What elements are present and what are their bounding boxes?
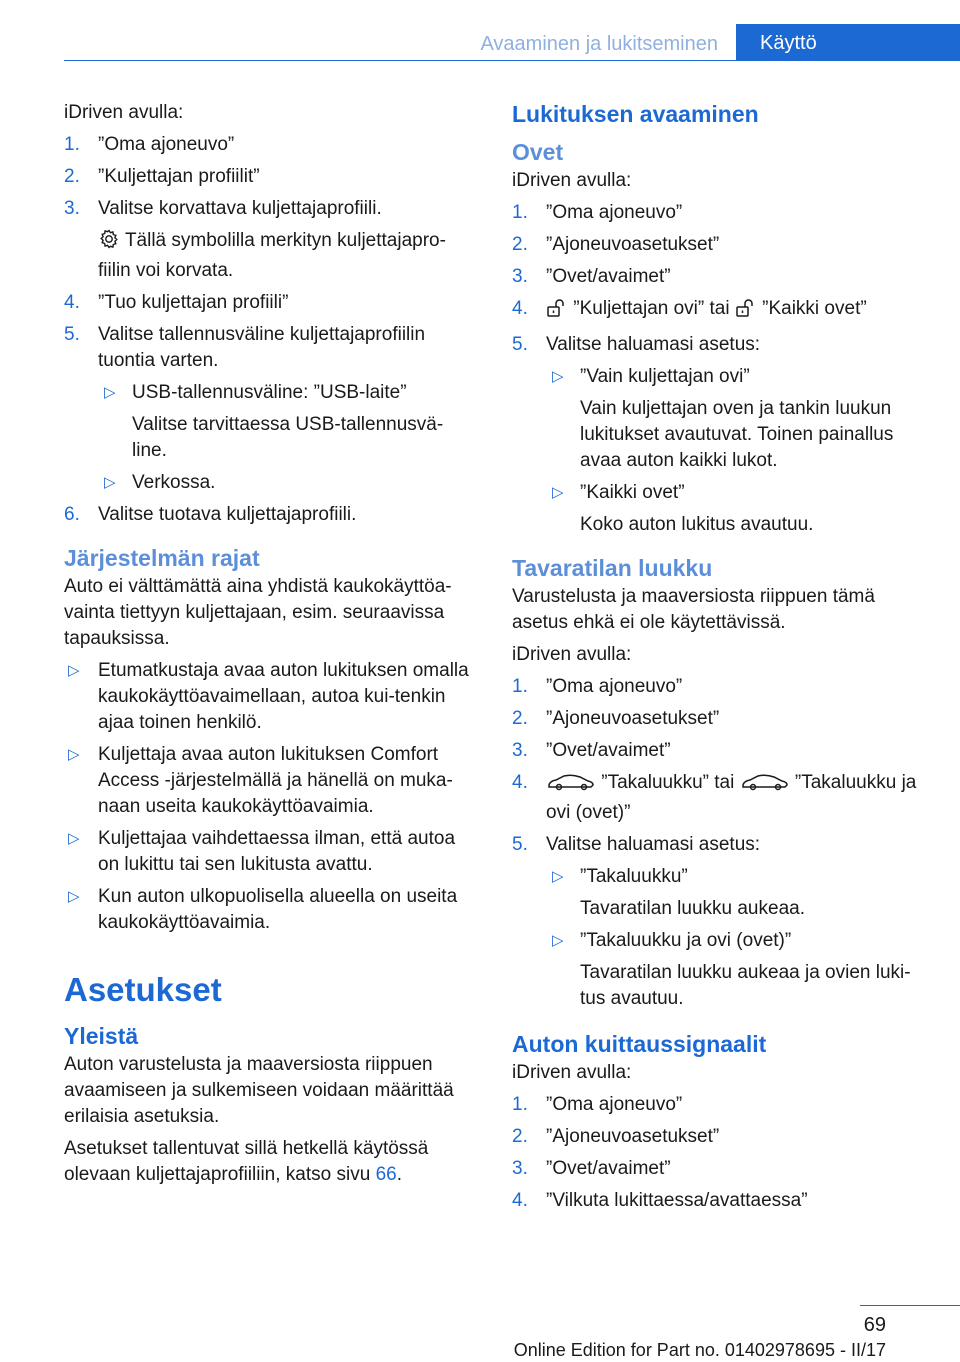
sub-list-item: ▷ ”Takaluukku ja ovi (ovet)”	[512, 928, 932, 954]
subsection-heading-doors: Ovet	[512, 139, 564, 165]
bullet-item: ▷ Kuljettaja avaa auton lukituksen Comfort Access -järjestelmällä ja hänellä on muka-naan useita kaukokäyttöavaimia.	[68, 744, 453, 817]
padlock-open-icon	[735, 298, 757, 326]
list-item: 2. ”Ajoneuvoasetukset”	[512, 234, 720, 255]
padlock-open-icon	[546, 298, 568, 326]
section-heading-general: Yleistä	[64, 1023, 139, 1049]
bullet-triangle-icon: ▷	[68, 830, 80, 847]
bullet-item: ▷ Etumatkustaja avaa auton lukituksen omalla kaukokäyttöavaimellaan, autoa kui-tenkin ajaa toinen henkilö.	[68, 660, 469, 733]
intro-text: iDriven avulla:	[512, 644, 632, 665]
list-item: 2. ”Kuljettajan profiilit”	[64, 166, 260, 187]
bullet-triangle-icon: ▷	[104, 384, 116, 401]
header-section-title: Avaaminen ja lukitseminen	[480, 33, 718, 55]
list-item: 3. ”Ovet/avaimet”	[512, 1158, 671, 1179]
left-column	[64, 100, 476, 1194]
list-item: 1. ”Oma ajoneuvo”	[64, 134, 235, 155]
bullet-triangle-icon: ▷	[552, 868, 564, 885]
settings-gear-icon	[98, 228, 120, 258]
subsection-heading-trunk: Tavaratilan luukku	[512, 555, 713, 581]
list-item: 1. ”Oma ajoneuvo”	[512, 1094, 683, 1115]
list-item: 3. ”Ovet/avaimet”	[512, 266, 671, 287]
paragraph: Varustelusta ja maaversiosta riippuen tämä asetus ehkä ei ole käytettävissä.	[512, 586, 875, 633]
sub-note: Valitse tarvittaessa USB-tallennusvä-line.	[132, 414, 444, 461]
list-item: 5. Valitse haluamasi asetus:	[512, 334, 761, 355]
list-item: 3. Valitse korvattava kuljettajaprofiili.	[64, 198, 382, 219]
sub-list-item: ▷ ”Takaluukku”	[512, 864, 932, 890]
list-item: 4. ”Tuo kuljettajan profiili”	[64, 292, 289, 313]
sub-note: Vain kuljettajan oven ja tankin luukun lukitukset avautuvat. Toinen painallus avaa auton kaikki lukot.	[580, 398, 894, 471]
list-item: 1. ”Oma ajoneuvo”	[512, 676, 683, 697]
list-item: 4. ”Vilkuta lukittaessa/avattaessa”	[512, 1190, 808, 1211]
bullet-triangle-icon: ▷	[552, 932, 564, 949]
paragraph: Auto ei välttämättä aina yhdistä kaukokäyttöa-vainta tiettyyn kuljettajaan, esim. seuraavissa tapauksissa.	[64, 576, 452, 649]
right-column	[512, 100, 932, 1220]
bullet-triangle-icon: ▷	[104, 474, 116, 491]
sub-note: Tavaratilan luukku aukeaa.	[580, 898, 805, 919]
sub-list-item: ▷ ”Kaikki ovet”	[512, 480, 932, 506]
bullet-triangle-icon: ▷	[68, 746, 80, 763]
list-item: 3. ”Ovet/avaimet”	[512, 740, 671, 761]
list-item: 2. ”Ajoneuvoasetukset”	[512, 708, 720, 729]
list-item: 4. ”Kuljettajan ovi” tai ”Kaikki ovet”	[512, 296, 932, 326]
car-trunk-icon	[546, 772, 596, 800]
page-reference-link[interactable]: 66	[375, 1164, 397, 1185]
intro-text: iDriven avulla:	[512, 170, 632, 191]
intro-text: iDriven avulla:	[512, 1062, 632, 1083]
page-number: 69	[863, 1314, 886, 1336]
bullet-item: ▷ Kuljettajaa vaihdettaessa ilman, että autoa on lukittu tai sen lukitusta avattu.	[68, 828, 456, 875]
section-heading-limits: Järjestelmän rajat	[64, 545, 260, 571]
sub-list-item: ▷ ”Vain kuljettajan ovi”	[512, 364, 932, 390]
chapter-heading-settings: Asetukset	[64, 971, 222, 1008]
section-heading-signals: Auton kuittaussignaalit	[512, 1031, 767, 1057]
bullet-item: ▷ Kun auton ulkopuolisella alueella on useita kaukokäyttöavaimia.	[68, 886, 458, 933]
car-trunk-icon	[740, 772, 790, 800]
bullet-triangle-icon: ▷	[68, 662, 80, 679]
list-item: 4. ”Takaluukku” tai ”Takaluukku ja ovi (ovet)”	[512, 772, 917, 823]
list-item: 5. Valitse tallennusväline kuljettajaprofiilin tuontia varten.	[64, 324, 426, 371]
paragraph: Auton varustelusta ja maaversiosta riippuen avaamiseen ja sulkemiseen voidaan määrittää erilaisia asetuksia.	[64, 1054, 454, 1127]
bullet-triangle-icon: ▷	[552, 484, 564, 501]
bullet-triangle-icon: ▷	[68, 888, 80, 905]
sub-list-item: ▷ USB-tallennusväline: ”USB-laite”	[64, 380, 476, 406]
footer-rule	[860, 1305, 960, 1306]
paragraph: Asetukset tallentuvat sillä hetkellä käytössä olevaan kuljettajaprofiiliin, katso sivu 66.	[64, 1138, 429, 1185]
sub-list-item: ▷ Verkossa.	[64, 470, 476, 496]
footer-edition: Online Edition for Part no. 01402978695 - II/17	[513, 1340, 886, 1360]
section-heading-unlocking: Lukituksen avaaminen	[512, 101, 759, 127]
list-item: 1. ”Oma ajoneuvo”	[512, 202, 683, 223]
step-note: Tällä symbolilla merkityn kuljettajapro-fiilin voi korvata.	[98, 230, 446, 281]
list-item: 2. ”Ajoneuvoasetukset”	[512, 1126, 720, 1147]
bullet-triangle-icon: ▷	[552, 368, 564, 385]
sub-note: Tavaratilan luukku aukeaa ja ovien luki-tus avautuu.	[580, 962, 911, 1009]
header-chapter-tab: Käyttö	[736, 24, 960, 61]
list-item: 6. Valitse tuotava kuljettajaprofiili.	[64, 504, 357, 525]
sub-note: Koko auton lukitus avautuu.	[580, 514, 814, 535]
intro-text: iDriven avulla:	[64, 102, 184, 123]
list-item: 5. Valitse haluamasi asetus:	[512, 834, 761, 855]
